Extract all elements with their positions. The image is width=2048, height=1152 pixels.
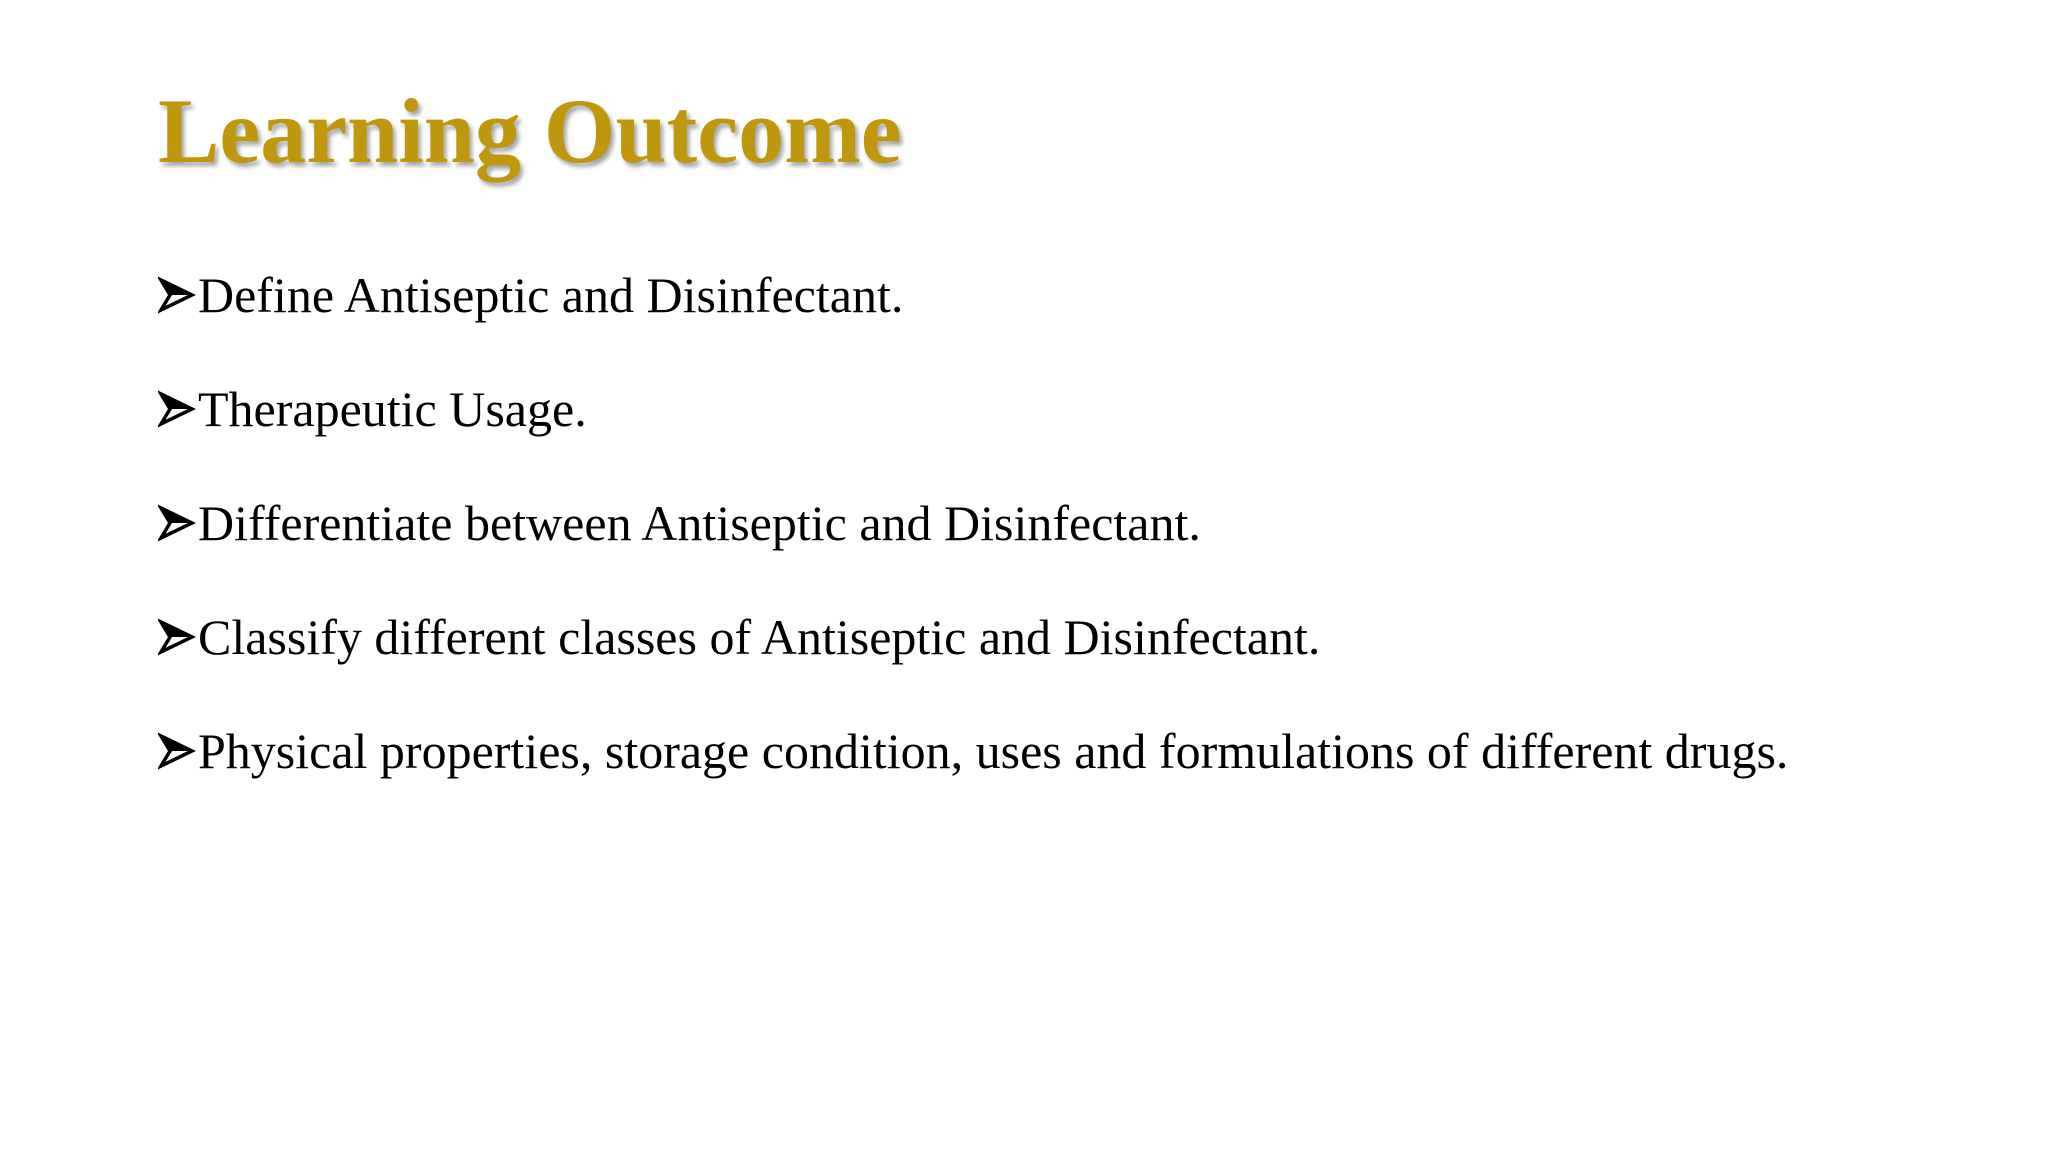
list-item [158,466,1788,580]
arrowhead-bullet-icon [158,726,196,776]
list-item-text: Physical properties, storage condition, uses and formulations of different drugs. [198,723,1789,779]
arrowhead-bullet-icon [158,384,196,434]
arrowhead-bullet-icon [158,498,196,548]
list-item [158,352,1788,466]
list-item-text: Differentiate between Antiseptic and Disinfectant. [198,495,1201,551]
list-item-text: Define Antiseptic and Disinfectant. [198,267,904,323]
slide-title: Learning Outcome [158,80,902,182]
learning-outcome-list [158,238,1788,808]
list-item [158,694,1788,808]
list-item [158,238,1788,352]
list-item-text: Therapeutic Usage. [198,381,587,437]
arrowhead-bullet-icon [158,270,196,320]
arrowhead-bullet-icon [158,612,196,662]
list-item [158,580,1788,694]
list-item-text: Classify different classes of Antiseptic and Disinfectant. [198,609,1321,665]
